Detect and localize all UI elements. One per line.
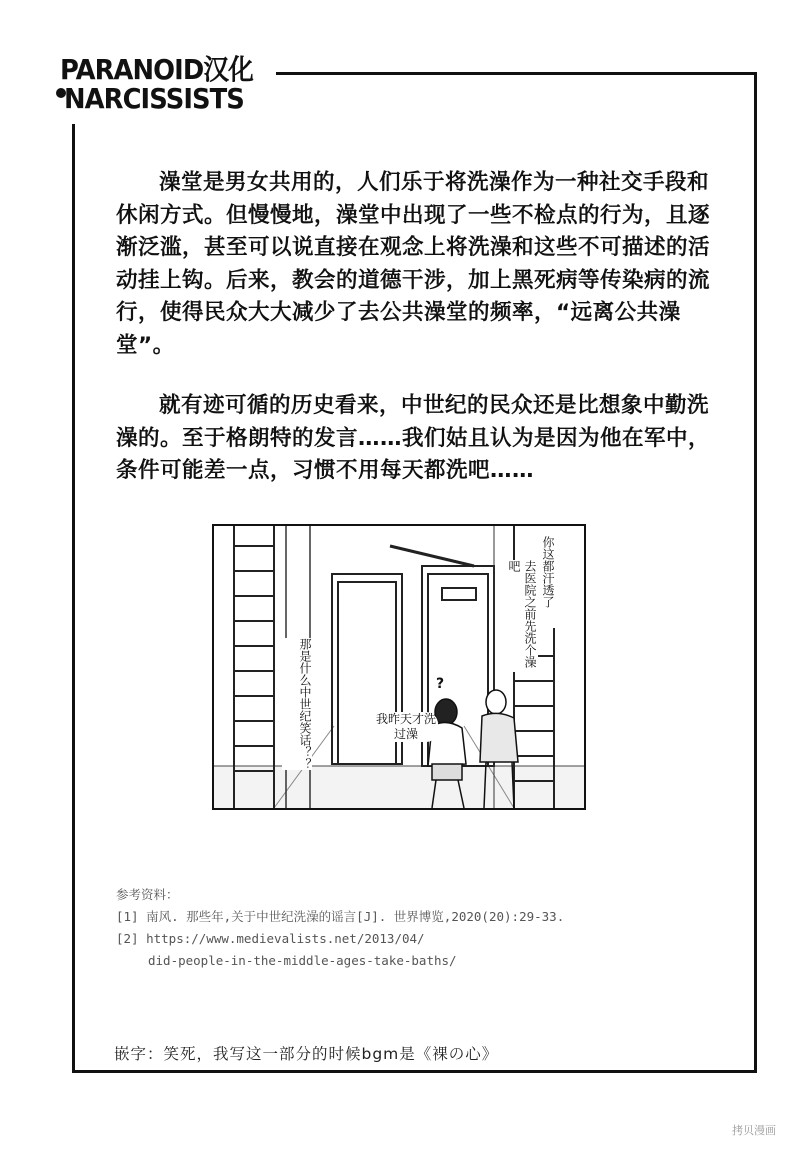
- speech-bubble-right-a: 你这都汗透了: [540, 536, 556, 628]
- watermark: 拷贝漫画: [732, 1124, 776, 1137]
- reference-2: [2] https://www.medievalists.net/2013/04/: [116, 931, 425, 946]
- logo-line-2: NARCISSISTS: [64, 82, 244, 115]
- typesetter-note: 嵌字：笑死，我写这一部分的时候bgm是《裸の心》: [114, 1045, 499, 1063]
- speech-bubble-left: 那是什么中世纪笑话？？: [282, 638, 312, 770]
- references: [116, 884, 564, 972]
- references-heading: 参考资料：: [116, 887, 179, 902]
- question-mark: ?: [436, 676, 445, 692]
- paragraph-history: 就有迹可循的历史看来，中世纪的民众还是比想象中勤洗澡的。至于格朗特的发言……我们姑且认为是因为他在军中，条件可能差一点，习惯不用每天都洗吧……: [116, 393, 711, 483]
- top-rule: [268, 72, 757, 75]
- paragraph-bathhouse: 澡堂是男女共用的，人们乐于将洗澡作为一种社交手段和休闲方式。但慢慢地，澡堂中出现了一些不检点的行为，且逐渐泛滥，甚至可以说直接在观念上将洗澡和这些不可描述的活动挂上钩。后来，教会的道德干涉，加上黑死病等传染病的流行，使得民众大大减少了去公共澡堂的频率，“远离公共澡堂”。: [116, 170, 711, 358]
- reference-1: [1] 南风. 那些年,关于中世纪洗澡的谣言[J]. 世界博览,2020(20):29-33.: [116, 909, 565, 924]
- comic-panel: [212, 524, 586, 810]
- logo-line-1: PARANOID汉化: [60, 53, 253, 86]
- group-logo: [56, 44, 276, 124]
- speech-bubble-right-b: 去医院之前先洗个澡吧: [504, 560, 538, 672]
- reference-2-continued: did-people-in-the-middle-ages-take-baths/: [148, 953, 457, 968]
- speech-bubble-center: 我昨天才洗过澡: [375, 712, 436, 741]
